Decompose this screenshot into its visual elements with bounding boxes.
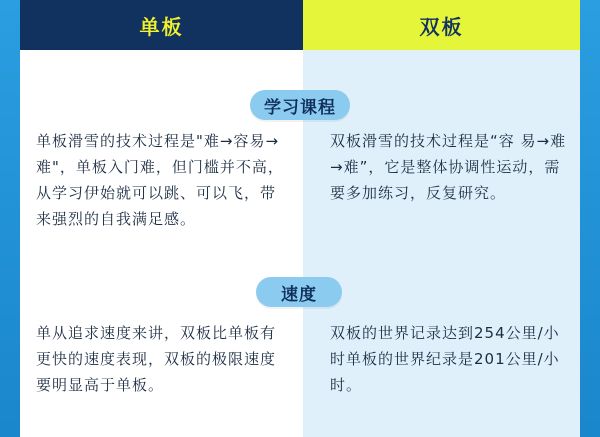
header-ski: 双板 xyxy=(303,0,580,50)
ski-speed-text: 双板的世界记录达到254公里/小时单板的世界纪录是201公里/小时。 xyxy=(330,324,560,394)
section-title-learning: 学习课程 xyxy=(250,90,350,120)
background-stripe-left xyxy=(0,0,22,437)
background-stripe-right xyxy=(578,0,600,437)
comparison-card xyxy=(20,0,580,437)
snowboard-speed-text: 单从追求速度来讲，双板比单板有更快的速度表现，双板的极限速度要明显高于单板。 xyxy=(36,324,277,394)
snowboard-learning-text: 单板滑雪的技术过程是"难→容易→难"，单板入门难，但门槛并不高，从学习伊始就可以跳、可以飞，带来强烈的自我满足感。 xyxy=(36,132,284,228)
header-snowboard: 单板 xyxy=(20,0,303,50)
ski-learning-text: 双板滑雪的技术过程是“容 易→难→难”，它是整体协调性运动，需要多加练习，反复研究。 xyxy=(330,132,567,202)
section-title-speed: 速度 xyxy=(256,277,342,307)
